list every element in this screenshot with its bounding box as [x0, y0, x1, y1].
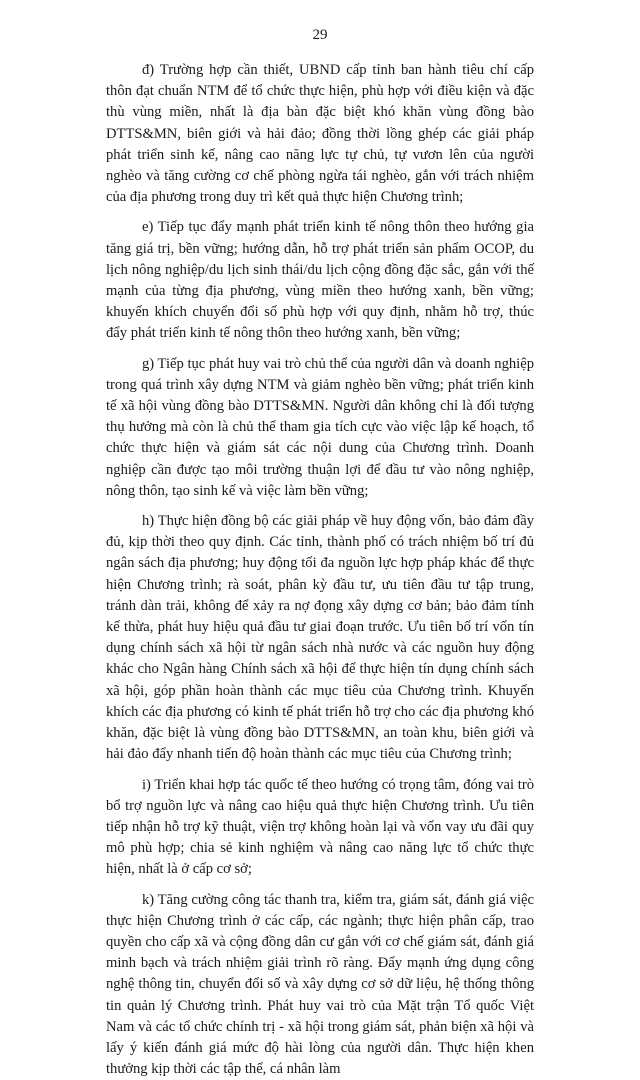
- paragraph-e: e) Tiếp tục đẩy mạnh phát triển kinh tế nông thôn theo hướng gia tăng giá trị, bền vững; hướng dẫn, hỗ trợ phát triển sản phẩm OCOP, du lịch nông nghiệp/du lịch sinh thái/du lịch cộng đồng đặc sắc, gắn với thế mạnh của từng địa phương, vùng miền theo hướng xanh, bền vững; khuyến khích chuyển đổi số phù hợp với quy định, nhằm hỗ trợ, thúc đẩy phát triển kinh tế nông thôn theo hướng xanh, bền vững;: [106, 219, 534, 342]
- paragraph-h: h) Thực hiện đồng bộ các giải pháp về huy động vốn, bảo đảm đầy đủ, kịp thời theo quy định. Các tỉnh, thành phố có trách nhiệm bố trí đủ ngân sách địa phương; huy động tối đa nguồn lực hợp pháp khác để thực hiện Chương trình; rà soát, phân kỳ đầu tư, ưu tiên đầu tư tập trung, tránh dàn trải, không để xảy ra nợ đọng xây dựng cơ bản; bảo đảm tính kế thừa, phát huy hiệu quả đầu tư giai đoạn trước. Ưu tiên bố trí vốn tín dụng chính sách xã hội từ ngân sách nhà nước và các nguồn huy động khác cho Ngân hàng Chính sách xã hội để thực hiện tín dụng chính sách xã hội, góp phần hoàn thành các mục tiêu của Chương trình. Khuyến khích các địa phương có kinh tế phát triển hỗ trợ cho các địa phương khó khăn, đặc biệt là vùng đồng bào DTTS&MN, an toàn khu, biên giới và hải đảo đẩy nhanh tiến độ hoàn thành các mục tiêu của Chương trình;: [106, 513, 534, 763]
- page-number: 29: [312, 27, 328, 43]
- paragraph-k: k) Tăng cường công tác thanh tra, kiểm tra, giám sát, đánh giá việc thực hiện Chương trình ở các cấp, các ngành; thực hiện phân cấp, trao quyền cho cấp xã và cộng đồng dân cư gắn với cơ chế giám sát, đánh giá minh bạch và trách nhiệm giải trình rõ ràng. Đẩy mạnh ứng dụng công nghệ thông tin, chuyển đổi số và xây dựng cơ sở dữ liệu, hệ thống thông tin quản lý Chương trình. Phát huy vai trò của Mặt trận Tổ quốc Việt Nam và các tổ chức chính trị - xã hội trong giám sát, phản biện xã hội và lấy ý kiến đánh giá mức độ hài lòng của người dân. Thực hiện khen thưởng kịp thời các tập thể, cá nhân làm: [106, 891, 534, 1078]
- paragraph-i: i) Triển khai hợp tác quốc tế theo hướng có trọng tâm, đóng vai trò bổ trợ nguồn lực và nâng cao hiệu quả thực hiện Chương trình. Ưu tiên tiếp nhận hỗ trợ kỹ thuật, viện trợ không hoàn lại và vốn vay ưu đãi quy mô phù hợp; chia sẻ kinh nghiệm và nâng cao năng lực tổ chức thực hiện, nhất là ở cấp cơ sở;: [106, 776, 534, 878]
- paragraph-g: g) Tiếp tục phát huy vai trò chủ thể của người dân và doanh nghiệp trong quá trình xây dựng NTM và giảm nghèo bền vững; phát triển kinh tế xã hội vùng đồng bào DTTS&MN. Người dân không chỉ là đối tượng thụ hưởng mà còn là chủ thể tham gia tích cực vào việc lập kế hoạch, tổ chức thực hiện và giám sát các nội dung của Chương trình. Doanh nghiệp cần được tạo môi trường thuận lợi để đầu tư vào nông nghiệp, nông thôn, tạo sinh kế và việc làm bền vững;: [106, 355, 534, 499]
- paragraph-d: đ) Trường hợp cần thiết, UBND cấp tỉnh ban hành tiêu chí cấp thôn đạt chuẩn NTM để tổ chức thực hiện, phù hợp với điều kiện và đặc thù vùng miền, nhất là địa bàn đặc biệt khó khăn vùng đồng bào DTTS&MN, biên giới và hải đảo; đồng thời lồng ghép các giải pháp phát triển sinh kế, nâng cao năng lực tự chủ, tự vươn lên của người nghèo và tăng cường cơ chế phòng ngừa tái nghèo, gắn với trách nhiệm của địa phương trong duy trì kết quả thực hiện Chương trình;: [106, 62, 534, 206]
